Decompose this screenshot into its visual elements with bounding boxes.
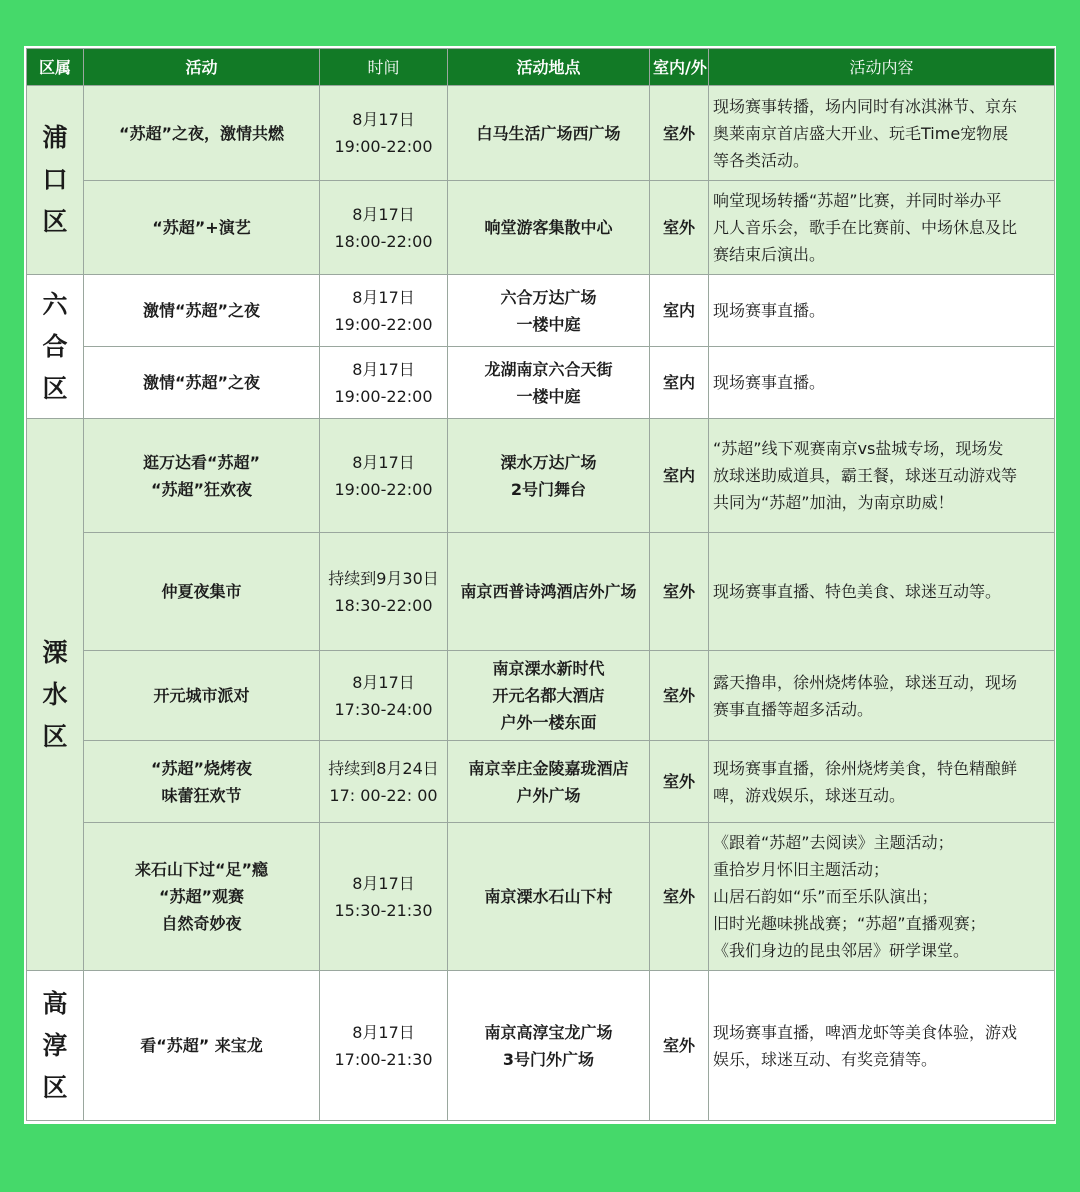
content-cell <box>709 971 1055 1121</box>
header-indoor-outdoor: 室内/外 <box>650 49 709 86</box>
indoor-outdoor-cell: 室内 <box>650 347 709 419</box>
time-cell <box>320 651 448 741</box>
content-cell-line: 响堂现场转播“苏超”比赛，并同时举办平 <box>713 191 1002 210</box>
district-char: 六 <box>42 289 68 319</box>
time-cell-line: 8月17日 <box>352 110 415 129</box>
table-row <box>27 971 1055 1121</box>
time-cell <box>320 533 448 651</box>
venue-cell <box>448 347 650 419</box>
venue-cell <box>448 971 650 1121</box>
content-cell <box>709 86 1055 181</box>
activity-cell-line: “苏超”狂欢夜 <box>150 479 253 499</box>
table-row <box>27 181 1055 275</box>
time-cell-line: 19:00-22:00 <box>334 314 433 334</box>
content-cell-line: 现场赛事直播，啤酒龙虾等美食体验，游戏 <box>713 1022 1018 1042</box>
content-cell-line: 娱乐，球迷互动、有奖竞猜等。 <box>713 1049 938 1069</box>
venue-cell <box>448 86 650 181</box>
time-cell-line: 19:00-22:00 <box>334 479 433 499</box>
indoor-outdoor-cell: 室外 <box>650 971 709 1121</box>
activity-cell-line: “苏超”观赛 <box>158 887 245 906</box>
activity-cell <box>84 533 320 651</box>
venue-cell <box>448 533 650 651</box>
content-cell-line: 露天撸串，徐州烧烤体验，球迷互动，现场 <box>713 672 1018 692</box>
events-sheet <box>24 46 1056 1124</box>
district-cell <box>27 86 84 275</box>
district-cell <box>27 419 84 971</box>
content-cell-line: 现场赛事转播，场内同时有冰淇淋节、京东 <box>713 96 1018 116</box>
header-activity: 活动 <box>84 49 320 86</box>
table-row <box>27 86 1055 181</box>
content-cell-line: 《我们身边的昆虫邻居》研学课堂。 <box>713 941 970 960</box>
venue-cell-line: 南京溧水新时代 <box>492 659 605 678</box>
indoor-outdoor-cell: 室外 <box>650 533 709 651</box>
venue-cell-line: 一楼中庭 <box>516 386 581 406</box>
header-district: 区属 <box>27 49 84 86</box>
venue-cell-line: 南京溧水石山下村 <box>484 887 613 906</box>
content-cell <box>709 533 1055 651</box>
venue-cell-line: 南京幸庄金陵嘉珑酒店 <box>468 758 629 778</box>
content-cell-line: 旧时光趣味挑战赛；“苏超”直播观赛； <box>713 914 986 933</box>
venue-cell-line: 南京高淳宝龙广场 <box>484 1022 613 1042</box>
content-cell <box>709 651 1055 741</box>
time-cell-line: 持续到8月24日 <box>328 758 439 778</box>
venue-cell <box>448 181 650 275</box>
indoor-outdoor-cell: 室外 <box>650 651 709 741</box>
indoor-outdoor-cell: 室外 <box>650 86 709 181</box>
time-cell-line: 8月17日 <box>352 452 415 472</box>
events-table <box>26 48 1055 1121</box>
activity-cell-line: 自然奇妙夜 <box>161 914 242 933</box>
time-cell <box>320 419 448 533</box>
activity-cell-line: 逛万达看“苏超” <box>142 452 261 472</box>
time-cell-line: 持续到9月30日 <box>328 568 439 588</box>
time-cell <box>320 971 448 1121</box>
indoor-outdoor-cell: 室内 <box>650 275 709 347</box>
table-row <box>27 741 1055 823</box>
venue-cell <box>448 419 650 533</box>
content-cell <box>709 419 1055 533</box>
activity-cell-line: 激情“苏超”之夜 <box>142 373 261 392</box>
header-row <box>27 49 1055 86</box>
activity-cell-line: 开元城市派对 <box>153 686 250 705</box>
time-cell-line: 8月17日 <box>352 204 415 224</box>
time-cell-line: 19:00-22:00 <box>334 137 433 156</box>
content-cell-line: 赛事直播等超多活动。 <box>713 699 874 719</box>
district-cell <box>27 971 84 1121</box>
time-cell-line: 18:00-22:00 <box>334 231 433 251</box>
venue-cell-line: 南京西普诗鸿酒店外广场 <box>460 582 637 601</box>
content-cell-line: 重拾岁月怀旧主题活动； <box>713 860 890 879</box>
activity-cell-line: “苏超”之夜，激情共燃 <box>118 123 285 143</box>
time-cell-line: 15:30-21:30 <box>334 900 433 920</box>
content-cell-line: 等各类活动。 <box>713 150 810 170</box>
content-cell-line: “苏超”线下观赛南京vs盐城专场，现场发 <box>713 439 1004 458</box>
content-cell <box>709 741 1055 823</box>
content-cell-line: 奥莱南京首店盛大开业、玩毛Time宠物展 <box>713 123 1009 143</box>
indoor-outdoor-cell: 室外 <box>650 181 709 275</box>
activity-cell <box>84 275 320 347</box>
content-cell <box>709 181 1055 275</box>
table-row <box>27 533 1055 651</box>
activity-cell-line: 仲夏夜集市 <box>161 582 242 601</box>
venue-cell <box>448 741 650 823</box>
venue-cell-line: 响堂游客集散中心 <box>484 218 613 237</box>
venue-cell-line: 户外广场 <box>516 785 581 805</box>
table-row <box>27 275 1055 347</box>
content-cell-line: 现场赛事直播。 <box>713 373 826 392</box>
district-char: 溧 <box>42 637 68 667</box>
content-cell-line: 啤，游戏娱乐，球迷互动。 <box>713 785 906 805</box>
content-cell <box>709 347 1055 419</box>
indoor-outdoor-cell: 室外 <box>650 823 709 971</box>
district-char: 水 <box>42 679 68 709</box>
table-row <box>27 419 1055 533</box>
time-cell-line: 8月17日 <box>352 287 415 307</box>
activity-cell-line: 来石山下过“足”瘾 <box>134 860 269 879</box>
district-char: 淳 <box>42 1030 68 1060</box>
time-cell-line: 8月17日 <box>352 672 415 692</box>
activity-cell <box>84 347 320 419</box>
venue-cell-line: 户外一楼东面 <box>500 713 597 732</box>
district-char: 浦 <box>42 123 68 152</box>
content-cell <box>709 823 1055 971</box>
time-cell-line: 17: 00-22: 00 <box>329 785 438 805</box>
district-char: 合 <box>42 331 68 361</box>
content-cell-line: 赛结束后演出。 <box>713 245 826 264</box>
venue-cell-line: 开元名都大酒店 <box>492 686 605 705</box>
activity-cell <box>84 971 320 1121</box>
time-cell <box>320 823 448 971</box>
time-cell-line: 8月17日 <box>352 873 415 893</box>
venue-cell-line: 一楼中庭 <box>516 314 581 334</box>
table-row <box>27 651 1055 741</box>
indoor-outdoor-cell: 室外 <box>650 741 709 823</box>
header-venue: 活动地点 <box>448 49 650 86</box>
time-cell <box>320 741 448 823</box>
activity-cell-line: “苏超”+演艺 <box>152 218 251 237</box>
content-cell-line: 凡人音乐会，歌手在比赛前、中场休息及比 <box>713 218 1018 237</box>
venue-cell-line: 溧水万达广场 <box>500 452 597 472</box>
district-char: 区 <box>42 207 68 236</box>
time-cell-line: 17:30-24:00 <box>334 699 433 719</box>
content-cell-line: 山居石韵如“乐”而至乐队演出； <box>713 887 938 906</box>
activity-cell-line: 看“苏超” 来宝龙 <box>140 1036 263 1055</box>
district-cell <box>27 275 84 419</box>
time-cell-line: 8月17日 <box>352 359 415 379</box>
venue-cell-line: 龙湖南京六合天街 <box>484 359 613 379</box>
content-cell-line: 共同为“苏超”加油，为南京助威！ <box>713 493 954 512</box>
venue-cell-line: 六合万达广场 <box>500 287 597 307</box>
venue-cell <box>448 651 650 741</box>
time-cell <box>320 347 448 419</box>
activity-cell-line: 激情“苏超”之夜 <box>142 301 261 320</box>
district-char: 区 <box>42 373 68 403</box>
activity-cell <box>84 651 320 741</box>
venue-cell-line: 2号门舞台 <box>510 479 587 499</box>
time-cell-line: 8月17日 <box>352 1022 415 1042</box>
header-content: 活动内容 <box>709 49 1055 86</box>
activity-cell <box>84 823 320 971</box>
venue-cell-line: 白马生活广场西广场 <box>476 123 621 143</box>
time-cell <box>320 86 448 181</box>
content-cell-line: 放球迷助威道具，霸王餐，球迷互动游戏等 <box>713 466 1018 485</box>
table-row <box>27 347 1055 419</box>
time-cell <box>320 181 448 275</box>
venue-cell-line: 3号门外广场 <box>502 1049 595 1069</box>
time-cell-line: 17:00-21:30 <box>334 1049 433 1069</box>
table-row <box>27 823 1055 971</box>
venue-cell <box>448 275 650 347</box>
activity-cell <box>84 419 320 533</box>
activity-cell-line: “苏超”烧烤夜 <box>150 758 253 778</box>
activity-cell-line: 味蕾狂欢节 <box>161 785 242 805</box>
district-char: 区 <box>42 721 68 751</box>
content-cell-line: 现场赛事直播、特色美食、球迷互动等。 <box>713 582 1002 601</box>
district-char: 口 <box>42 165 68 194</box>
header-time: 时间 <box>320 49 448 86</box>
venue-cell <box>448 823 650 971</box>
content-cell-line: 《跟着“苏超”去阅读》主题活动； <box>713 833 954 852</box>
time-cell-line: 18:30-22:00 <box>334 595 433 615</box>
district-char: 区 <box>42 1072 68 1102</box>
indoor-outdoor-cell: 室内 <box>650 419 709 533</box>
time-cell-line: 19:00-22:00 <box>334 386 433 406</box>
district-char: 高 <box>42 988 68 1018</box>
content-cell-line: 现场赛事直播。 <box>713 301 826 320</box>
activity-cell <box>84 741 320 823</box>
content-cell <box>709 275 1055 347</box>
content-cell-line: 现场赛事直播，徐州烧烤美食，特色精酿鲜 <box>713 758 1018 778</box>
activity-cell <box>84 181 320 275</box>
activity-cell <box>84 86 320 181</box>
time-cell <box>320 275 448 347</box>
